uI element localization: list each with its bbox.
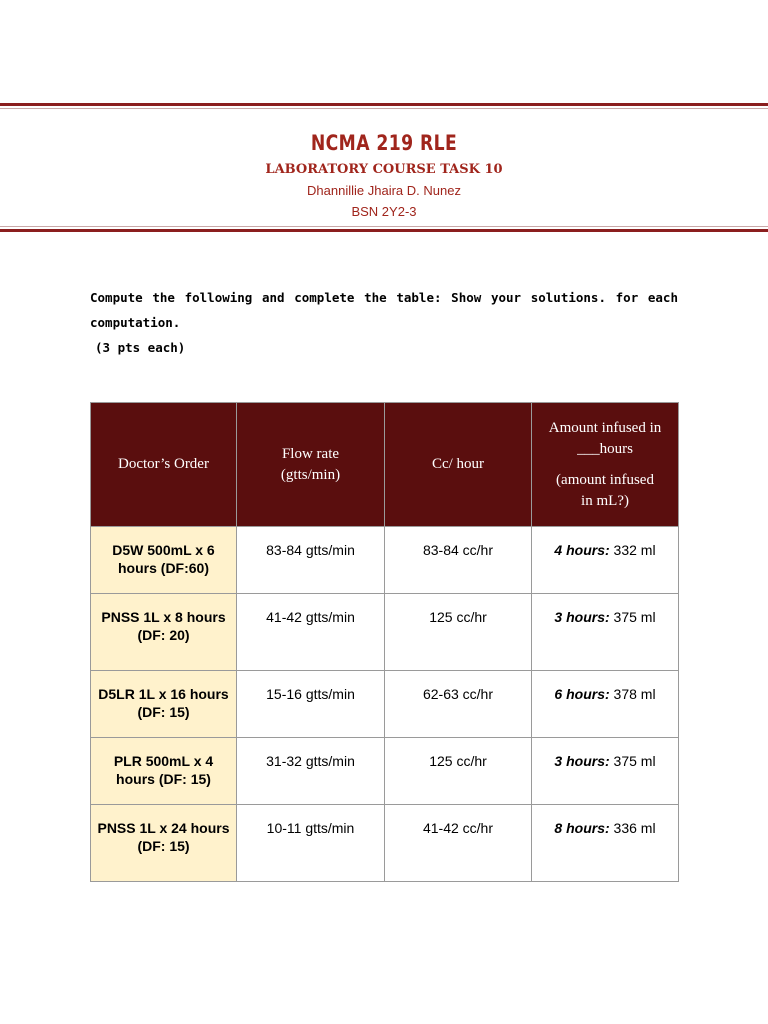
header-amount-infused bbox=[532, 403, 679, 527]
header-doctors-order-label: Doctor’s Order bbox=[118, 456, 209, 472]
doctors-order-table bbox=[90, 402, 679, 882]
table-row bbox=[91, 805, 679, 882]
amount-value: 332 ml bbox=[609, 542, 656, 558]
cell-cc-hour: 62-63 cc/hr bbox=[385, 671, 532, 738]
amount-value: 375 ml bbox=[609, 609, 656, 625]
cell-amount-infused bbox=[532, 527, 679, 594]
cell-flow-rate: 83-84 gtts/min bbox=[237, 527, 385, 594]
header-amount-infused-line4: in mL?) bbox=[581, 492, 629, 509]
cell-doctors-order: D5W 500mL x 6 hours (DF:60) bbox=[91, 527, 237, 594]
header-bottom-rule bbox=[0, 229, 768, 232]
cell-doctors-order: D5LR 1L x 16 hours (DF: 15) bbox=[91, 671, 237, 738]
cell-flow-rate: 31-32 gtts/min bbox=[237, 738, 385, 805]
header-top-thin-rule bbox=[0, 108, 768, 109]
cell-flow-rate: 10-11 gtts/min bbox=[237, 805, 385, 882]
instructions-points: (3 pts each) bbox=[95, 340, 186, 355]
course-code: NCMA 219 RLE bbox=[310, 131, 458, 155]
header-flow-rate-label: Flow rate bbox=[281, 445, 340, 462]
student-section: BSN 2Y2-3 bbox=[351, 204, 417, 219]
header-flow-rate bbox=[237, 403, 385, 527]
table-row bbox=[91, 527, 679, 594]
document-header bbox=[0, 128, 768, 222]
cell-flow-rate: 15-16 gtts/min bbox=[237, 671, 385, 738]
hours-label: 4 hours: bbox=[554, 542, 610, 558]
instructions bbox=[90, 285, 678, 360]
cell-flow-rate: 41-42 gtts/min bbox=[237, 594, 385, 671]
cell-doctors-order: PNSS 1L x 24 hours (DF: 15) bbox=[91, 805, 237, 882]
header-cc-hour bbox=[385, 403, 532, 527]
header-amount-infused-line2: ___hours bbox=[577, 440, 633, 457]
hours-label: 3 hours: bbox=[554, 753, 610, 769]
hours-label: 3 hours: bbox=[554, 609, 610, 625]
amount-value: 336 ml bbox=[609, 820, 656, 836]
amount-value: 375 ml bbox=[609, 753, 656, 769]
hours-label: 8 hours: bbox=[554, 820, 610, 836]
cell-doctors-order: PLR 500mL x 4 hours (DF: 15) bbox=[91, 738, 237, 805]
cell-amount-infused bbox=[532, 594, 679, 671]
cell-cc-hour: 41-42 cc/hr bbox=[385, 805, 532, 882]
instructions-text: Compute the following and complete the table: Show your solutions. for each computation. bbox=[90, 290, 678, 330]
amount-value: 378 ml bbox=[609, 686, 656, 702]
cell-amount-infused bbox=[532, 671, 679, 738]
header-flow-rate-unit: (gtts/min) bbox=[280, 466, 341, 483]
header-doctors-order bbox=[91, 403, 237, 527]
header-top-rule bbox=[0, 103, 768, 106]
cell-cc-hour: 83-84 cc/hr bbox=[385, 527, 532, 594]
cell-amount-infused bbox=[532, 738, 679, 805]
header-bottom-thin-rule bbox=[0, 226, 768, 227]
cell-cc-hour: 125 cc/hr bbox=[385, 594, 532, 671]
cell-cc-hour: 125 cc/hr bbox=[385, 738, 532, 805]
task-title: LABORATORY COURSE TASK 10 bbox=[265, 162, 503, 177]
student-name: Dhannillie Jhaira D. Nunez bbox=[307, 183, 461, 198]
table-row bbox=[91, 671, 679, 738]
header-cc-hour-label: Cc/ hour bbox=[431, 456, 485, 472]
header-amount-infused-line3: (amount infused bbox=[556, 471, 654, 488]
header-amount-infused-line1: Amount infused in bbox=[548, 419, 662, 436]
table-header-row bbox=[91, 403, 679, 527]
table-row bbox=[91, 594, 679, 671]
table-row bbox=[91, 738, 679, 805]
cell-amount-infused bbox=[532, 805, 679, 882]
cell-doctors-order: PNSS 1L x 8 hours (DF: 20) bbox=[91, 594, 237, 671]
hours-label: 6 hours: bbox=[554, 686, 610, 702]
